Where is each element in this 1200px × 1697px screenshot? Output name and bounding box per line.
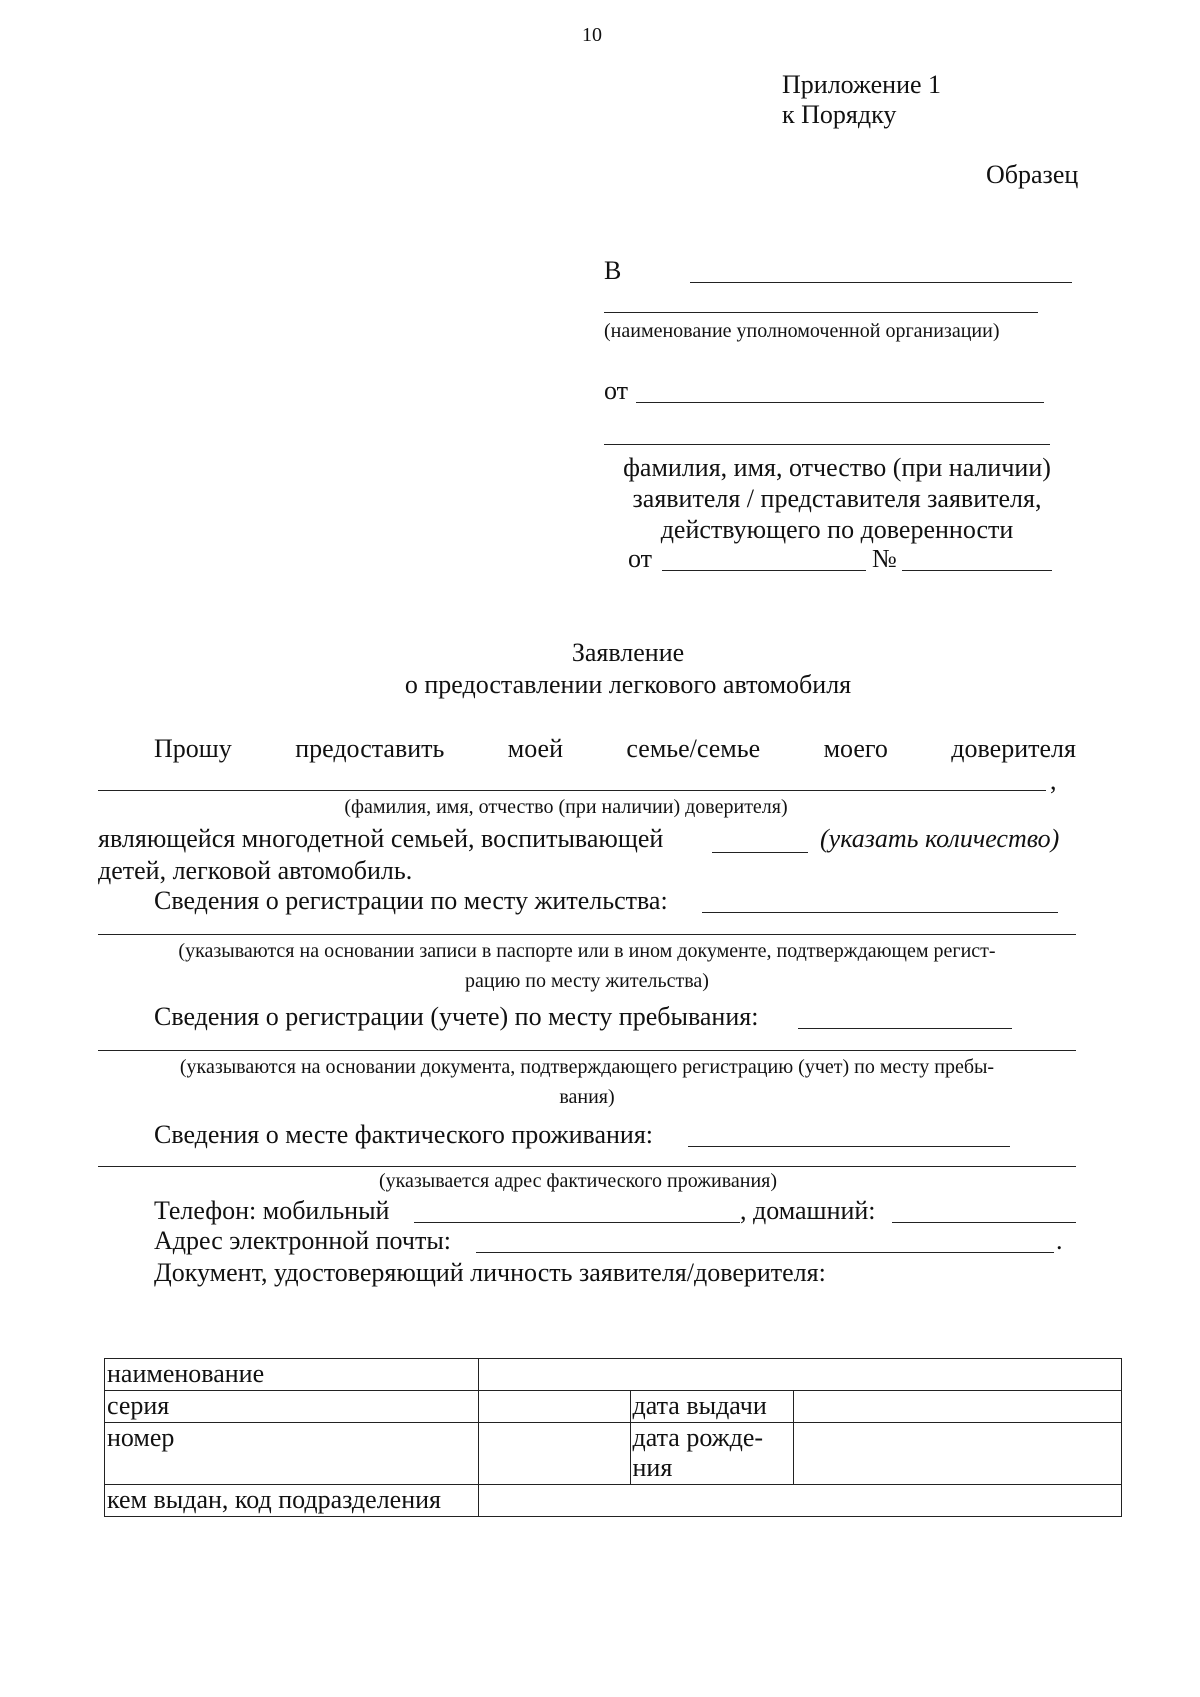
email-end: . — [1056, 1226, 1063, 1255]
actual-line-2[interactable] — [98, 1166, 1076, 1167]
birth-date-label-line-1: дата рожде- — [632, 1423, 764, 1452]
to-label: В — [604, 256, 622, 285]
poa-number-label: № — [872, 544, 897, 573]
family-line-hint: (указать количество) — [820, 824, 1060, 853]
name-value-cell[interactable] — [478, 1359, 1121, 1391]
registration-caption-1: (указываются на основании записи в паспорте или в ином документе, подтверждающем регист- — [178, 940, 996, 962]
table-row — [105, 1359, 1122, 1391]
number-label: номер — [105, 1423, 479, 1485]
name-label: наименование — [105, 1359, 479, 1391]
request-line — [154, 734, 1076, 764]
table-row — [105, 1485, 1122, 1517]
principal-caption: (фамилия, имя, отчество (при наличии) доверителя) — [344, 796, 788, 818]
org-caption: (наименование уполномоченной организации) — [604, 320, 1000, 342]
id-doc-label: Документ, удостоверяющий личность заявителя/доверителя: — [154, 1258, 826, 1287]
poa-date-line[interactable] — [662, 570, 866, 571]
to-field-line-2[interactable] — [604, 312, 1038, 313]
email-line[interactable] — [476, 1252, 1054, 1253]
phone-home-label: , домашний: — [740, 1196, 876, 1225]
actual-caption: (указывается адрес фактического проживания) — [378, 1170, 778, 1192]
children-line: детей, легковой автомобиль. — [98, 856, 413, 885]
issue-date-label: дата выдачи — [630, 1391, 794, 1423]
stay-caption-1: (указываются на основании документа, подтверждающего регистрацию (учет) по месту пребы- — [179, 1056, 995, 1078]
page-number: 10 — [582, 24, 602, 46]
poa-from-label: от — [628, 544, 653, 573]
applicant-caption-line-3: действующего по доверенности — [660, 515, 1014, 544]
applicant-caption-line-2: заявителя / представителя заявителя, — [632, 484, 1042, 513]
title-line-1: Заявление — [571, 638, 685, 667]
table-row — [105, 1391, 1122, 1423]
issued-by-label: кем выдан, код подразделения — [105, 1485, 479, 1517]
children-count-line[interactable] — [712, 852, 808, 853]
principal-name-line[interactable] — [98, 790, 1046, 791]
request-word: доверителя — [951, 734, 1076, 763]
birth-date-label-line-2: ния — [632, 1453, 673, 1482]
applicant-caption — [604, 452, 1070, 545]
from-field-line-2[interactable] — [604, 444, 1050, 445]
registration-label: Сведения о регистрации по месту жительства: — [154, 886, 668, 915]
phone-label: Телефон: мобильный — [154, 1196, 390, 1225]
principal-comma: , — [1050, 766, 1057, 795]
issue-date-value-cell[interactable] — [794, 1391, 1122, 1423]
appendix-line-2: к Порядку — [782, 100, 897, 129]
id-document-table — [104, 1358, 1122, 1517]
applicant-caption-line-1: фамилия, имя, отчество (при наличии) — [623, 453, 1051, 482]
actual-label: Сведения о месте фактического проживания: — [154, 1120, 654, 1149]
birth-date-value-cell[interactable] — [794, 1423, 1122, 1485]
request-word: моего — [823, 734, 888, 763]
from-label: от — [604, 376, 629, 405]
stay-line-2[interactable] — [98, 1050, 1076, 1051]
request-word: предоставить — [295, 734, 445, 763]
table-row — [105, 1423, 1122, 1485]
stay-line[interactable] — [798, 1028, 1012, 1029]
registration-line-2[interactable] — [98, 934, 1076, 935]
request-word: моей — [507, 734, 564, 763]
stay-caption-2: вания) — [559, 1086, 615, 1108]
poa-number-line[interactable] — [902, 570, 1052, 571]
family-line-text: являющейся многодетной семьей, воспитывающей — [98, 824, 664, 853]
birth-date-label — [630, 1423, 794, 1485]
request-word: Прошу — [154, 734, 232, 763]
phone-home-line[interactable] — [892, 1222, 1076, 1223]
series-value-cell[interactable] — [478, 1391, 630, 1423]
number-value-cell[interactable] — [478, 1423, 630, 1485]
issued-by-value-cell[interactable] — [478, 1485, 1121, 1517]
email-label: Адрес электронной почты: — [154, 1226, 452, 1255]
from-field-line[interactable] — [636, 402, 1044, 403]
actual-line[interactable] — [688, 1146, 1010, 1147]
title-line-2: о предоставлении легкового автомобиля — [404, 670, 852, 699]
phone-mobile-line[interactable] — [414, 1222, 740, 1223]
registration-line[interactable] — [702, 912, 1058, 913]
registration-caption-2: рацию по месту жительства) — [465, 970, 709, 992]
to-field-line[interactable] — [690, 282, 1072, 283]
stay-label: Сведения о регистрации (учете) по месту пребывания: — [154, 1002, 759, 1031]
request-word: семье/семье — [626, 734, 761, 763]
series-label: серия — [105, 1391, 479, 1423]
appendix-line-1: Приложение 1 — [782, 70, 942, 99]
sample-label: Образец — [986, 160, 1079, 189]
